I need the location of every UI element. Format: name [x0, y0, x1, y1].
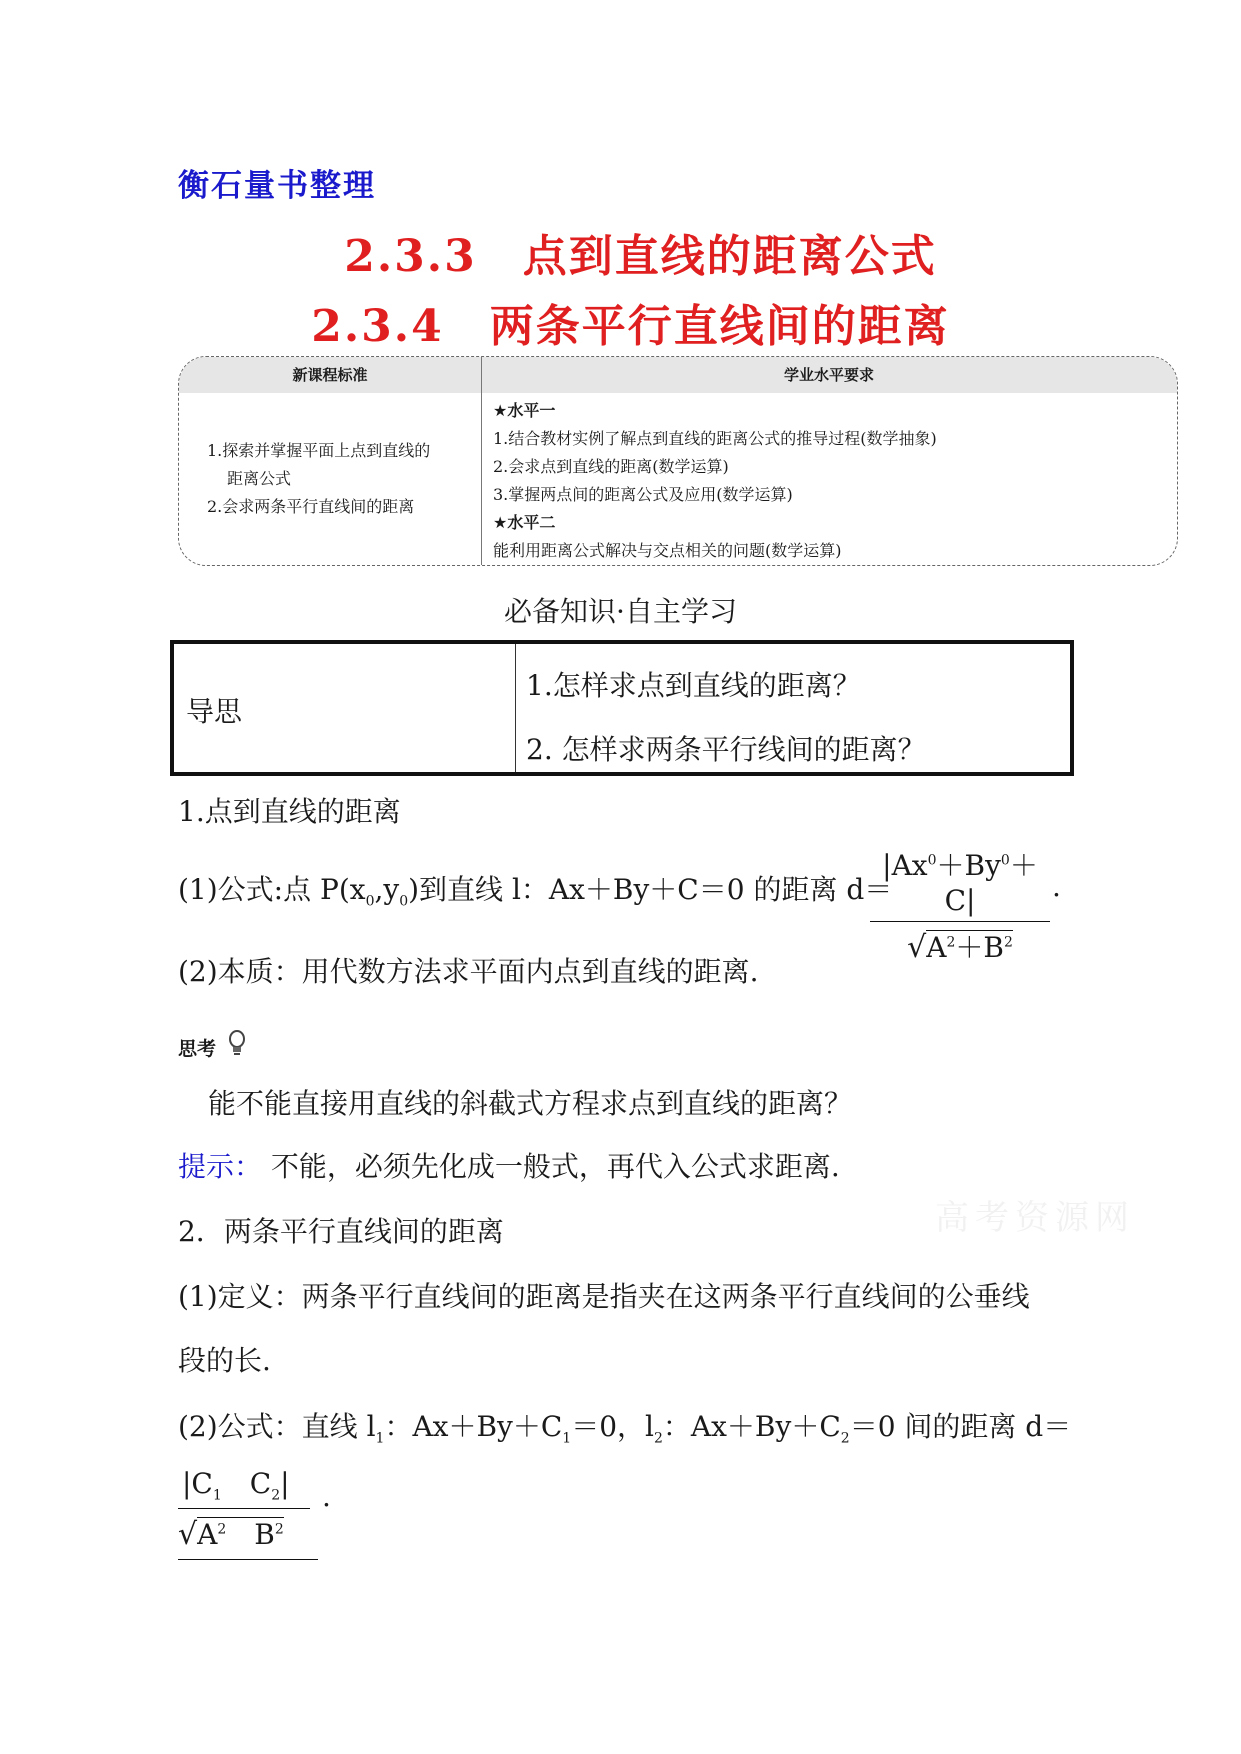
- page-title-2: 2.3.4 两条平行直线间的距离: [311, 301, 950, 352]
- requirement-item: 1.结合教材实例了解点到直线的距离公式的推导过程(数学抽象): [493, 429, 937, 448]
- hint-text: 不能，必须先化成一般式，再代入公式求距离.: [270, 1150, 840, 1183]
- hint-label: 提示：: [178, 1150, 263, 1183]
- topic1-essence: (2)本质：用代数方法求平面内点到直线的距离.: [178, 955, 759, 988]
- fraction-numerator: $|C_1$ $C_2|$: [182, 1467, 290, 1504]
- fraction-underline: [178, 1559, 318, 1560]
- brand-title: 衡石量书整理: [178, 168, 376, 204]
- standard-item: 2.会求两条平行直线间的距离: [207, 497, 415, 516]
- level-two-label: ★水平二: [493, 513, 556, 532]
- lightbulb-icon: [226, 1030, 248, 1060]
- guide-box: [170, 640, 1074, 776]
- topic2-definition-line2: 段的长.: [178, 1344, 271, 1377]
- think-label: 思考: [178, 1038, 217, 1060]
- new-curriculum-standards: [207, 437, 477, 521]
- standards-header: [179, 357, 1177, 393]
- standard-item: 距离公式: [227, 469, 292, 488]
- formula-period: .: [322, 1480, 331, 1513]
- standard-item: 1.探索并掌握平面上点到直线的: [207, 441, 431, 460]
- watermark: 高考资源网: [935, 1198, 1135, 1238]
- topic2-formula-text: (2)公式：直线 $l_1$：$Ax+By+C_1=0$，$l_2$：$Ax+By+C_2=0$ 间的距离 d＝: [178, 1410, 1072, 1447]
- standards-header-left: 新课程标准: [292, 366, 368, 384]
- guide-label: 导思: [186, 695, 243, 728]
- requirement-item: 能利用距离公式解决与交点相关的问题(数学运算): [493, 541, 842, 560]
- topic2-definition-line1: (1)定义：两条平行直线间的距离是指夹在这两条平行直线间的公垂线: [178, 1280, 1030, 1313]
- requirement-item: 3.掌握两点间的距离公式及应用(数学运算): [493, 485, 793, 504]
- academic-requirements: [493, 397, 1163, 565]
- standards-divider: [481, 357, 482, 565]
- curriculum-standards-box: [178, 356, 1178, 566]
- fraction-bar: [870, 921, 1050, 922]
- parallel-distance-fraction: [178, 1462, 318, 1560]
- standards-header-right: 学业水平要求: [783, 366, 874, 384]
- guide-question-1: 1.怎样求点到直线的距离？: [526, 669, 861, 702]
- fraction-numerator: $|Ax^0+By^0+C|$: [882, 849, 1038, 917]
- requirement-item: 2.会求点到直线的距离(数学运算): [493, 457, 729, 476]
- topic1-heading: 1.点到直线的距离: [178, 795, 401, 828]
- point-line-distance-fraction: [870, 844, 1050, 966]
- hint-paragraph: [178, 1145, 840, 1185]
- think-question: 能不能直接用直线的斜截式方程求点到直线的距离？: [208, 1087, 853, 1120]
- section-title: 必备知识·自主学习: [504, 595, 737, 628]
- formula-period: .: [1052, 870, 1061, 903]
- fraction-denominator: $√A^2$ $B^2$: [178, 1516, 284, 1552]
- page-title-1: 2.3.3 点到直线的距离公式: [344, 231, 937, 282]
- guide-question-2: 2. 怎样求两条平行线间的距离？: [526, 733, 926, 766]
- topic1-formula-text: (1)公式:点 $P(x_0,y_0)$到直线 l：Ax＋By＋C＝0 的距离 d＝: [178, 873, 893, 910]
- fraction-denominator: $√A^2+B^2$: [907, 930, 1013, 965]
- level-one-label: ★水平一: [493, 401, 556, 420]
- topic2-heading: 2．两条平行直线间的距离: [178, 1215, 504, 1248]
- fraction-bar: [178, 1508, 310, 1509]
- guide-divider: [515, 644, 516, 772]
